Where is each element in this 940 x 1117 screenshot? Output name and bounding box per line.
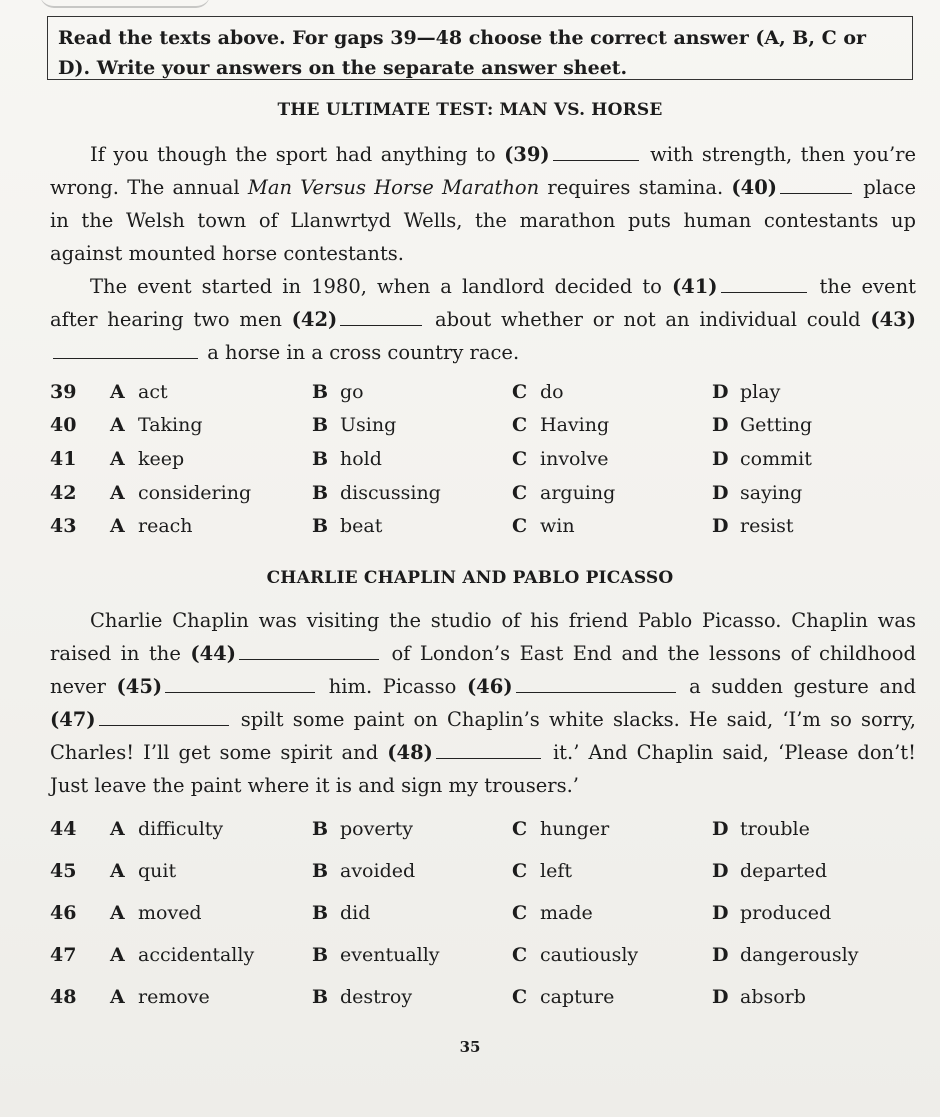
option-row	[50, 818, 920, 846]
option-b-text[interactable]: go	[340, 381, 364, 403]
text1-title: THE ULTIMATE TEST: MAN VS. HORSE	[277, 100, 663, 120]
option-d-text[interactable]: trouble	[740, 818, 810, 840]
gap-40[interactable]	[780, 175, 852, 194]
option-letter: A	[110, 482, 125, 504]
gap-48[interactable]	[436, 740, 541, 759]
option-letter: C	[512, 986, 528, 1008]
option-letter: C	[512, 515, 528, 537]
option-c-text[interactable]: involve	[540, 448, 609, 470]
option-c-text[interactable]: win	[540, 515, 575, 537]
option-c-text[interactable]: arguing	[540, 482, 616, 504]
option-b-text[interactable]: destroy	[340, 986, 413, 1008]
text2-title: CHARLIE CHAPLIN AND PABLO PICASSO	[266, 568, 674, 588]
option-letter: B	[312, 482, 329, 504]
gap-41[interactable]	[721, 274, 807, 293]
gap-39[interactable]	[553, 142, 639, 161]
instruction-text: Read the texts above. For gaps 39—48 choose the correct answer (A, B, C or D). Write your answers on the separate answer sheet.	[58, 27, 867, 79]
gap-42[interactable]	[340, 307, 422, 326]
question-number: 41	[50, 448, 77, 470]
option-b-text[interactable]: beat	[340, 515, 383, 537]
option-letter: A	[110, 381, 125, 403]
option-row	[50, 986, 920, 1014]
text-run: requires stamina.	[539, 176, 732, 199]
gap-number-46: (46)	[466, 675, 513, 698]
option-d-text[interactable]: dangerously	[740, 944, 859, 966]
gap-44[interactable]	[239, 641, 379, 660]
option-c-text[interactable]: left	[540, 860, 572, 882]
option-b-text[interactable]: Using	[340, 414, 397, 436]
text-run: If you though	[90, 143, 227, 166]
option-letter: B	[312, 515, 329, 537]
option-letter: C	[512, 944, 528, 966]
option-letter: C	[512, 818, 528, 840]
option-row	[50, 515, 920, 543]
question-number: 46	[50, 902, 77, 924]
text-run: it.’ And Chaplin said, ‘Please don’t! Just leave the paint where it is and sign my trousers.’	[50, 741, 916, 797]
option-d-text[interactable]: produced	[740, 902, 832, 924]
option-letter: D	[712, 944, 729, 966]
text-run: The event started in 1980, when a landlord decided to	[90, 275, 672, 298]
page-number: 35	[459, 1038, 481, 1056]
gap-number-41: (41)	[671, 275, 718, 298]
question-number: 40	[50, 414, 77, 436]
option-letter: B	[312, 902, 329, 924]
option-letter: B	[312, 860, 329, 882]
gap-number-39: (39)	[504, 143, 550, 166]
option-b-text[interactable]: poverty	[340, 818, 414, 840]
option-a-text[interactable]: keep	[138, 448, 185, 470]
option-letter: D	[712, 902, 729, 924]
question-number: 45	[50, 860, 77, 882]
option-letter: D	[712, 818, 729, 840]
option-row	[50, 414, 920, 442]
option-row	[50, 944, 920, 972]
option-letter: D	[712, 448, 729, 470]
text-run: of London’s East End and the lessons of childhood never	[50, 642, 917, 698]
text-run: him. Picasso	[318, 675, 467, 698]
option-d-text[interactable]: resist	[740, 515, 794, 537]
option-row	[50, 860, 920, 888]
text-run: the sport had anything to	[226, 143, 505, 166]
option-a-text[interactable]: reach	[138, 515, 193, 537]
option-d-text[interactable]: departed	[740, 860, 828, 882]
gap-number-47: (47)	[50, 708, 96, 731]
option-letter: B	[312, 818, 329, 840]
option-letter: B	[312, 448, 329, 470]
question-number: 48	[50, 986, 77, 1008]
gap-number-45: (45)	[116, 675, 163, 698]
option-row	[50, 902, 920, 930]
gap-43[interactable]	[53, 340, 198, 359]
option-letter: A	[110, 818, 125, 840]
instruction-box	[47, 16, 913, 80]
option-letter: B	[312, 944, 329, 966]
option-c-text[interactable]: Having	[540, 414, 610, 436]
option-letter: C	[512, 381, 528, 403]
option-letter: C	[512, 448, 528, 470]
option-d-text[interactable]: commit	[740, 448, 812, 470]
option-c-text[interactable]: made	[540, 902, 593, 924]
question-number: 43	[50, 515, 77, 537]
option-letter: D	[712, 414, 729, 436]
page-edge-mark	[40, 0, 210, 8]
option-a-text[interactable]: moved	[138, 902, 202, 924]
text1-paragraph-1	[50, 138, 916, 270]
option-letter: B	[312, 414, 329, 436]
text2-body	[50, 604, 916, 802]
gap-number-42: (42)	[291, 308, 338, 331]
option-letter: A	[110, 902, 125, 924]
option-a-text[interactable]: remove	[138, 986, 210, 1008]
text-run: Charlie Chaplin was visiting the studio of his friend Pablo Picasso. Chaplin was raised in the	[50, 609, 916, 665]
option-b-text[interactable]: hold	[340, 448, 382, 470]
option-letter: B	[312, 381, 329, 403]
option-letter: D	[712, 381, 729, 403]
text-run: about whether or not an individual could	[425, 308, 871, 331]
option-letter: D	[712, 515, 729, 537]
option-a-text[interactable]: accidentally	[138, 944, 255, 966]
option-letter: C	[512, 482, 528, 504]
text1-paragraph-2	[50, 270, 916, 369]
option-letter: A	[110, 515, 125, 537]
option-letter: A	[110, 414, 125, 436]
option-a-text[interactable]: Taking	[138, 414, 203, 436]
option-letter: A	[110, 860, 125, 882]
option-letter: C	[512, 860, 528, 882]
option-letter: A	[110, 986, 125, 1008]
text2-paragraph-1	[50, 604, 916, 802]
option-a-text[interactable]: quit	[138, 860, 177, 882]
question-number: 42	[50, 482, 77, 504]
option-a-text[interactable]: considering	[138, 482, 252, 504]
option-letter: A	[110, 448, 125, 470]
option-d-text[interactable]: saying	[740, 482, 803, 504]
option-c-text[interactable]: capture	[540, 986, 615, 1008]
option-letter: A	[110, 944, 125, 966]
gap-46[interactable]	[516, 674, 676, 693]
option-b-text[interactable]: eventually	[340, 944, 440, 966]
text-run: a sudden gesture and	[678, 675, 916, 698]
option-row	[50, 448, 920, 476]
option-a-text[interactable]: difficulty	[138, 818, 224, 840]
option-c-text[interactable]: hunger	[540, 818, 610, 840]
option-letter: D	[712, 860, 729, 882]
question-number: 47	[50, 944, 77, 966]
option-b-text[interactable]: did	[340, 902, 371, 924]
option-letter: B	[312, 986, 329, 1008]
option-c-text[interactable]: cautiously	[540, 944, 639, 966]
gap-number-40: (40)	[731, 176, 777, 199]
text-run: the event after hearing two men	[50, 275, 916, 331]
gap-number-43: (43)	[870, 308, 916, 331]
gap-number-48: (48)	[387, 741, 433, 764]
text-run: place in the Welsh town of Llanwrtyd Wells, the marathon puts human contestants up against mounted horse contestants.	[50, 176, 917, 265]
italic-title: Man Versus Horse Marathon	[247, 176, 540, 199]
gap-47[interactable]	[99, 707, 229, 726]
text-run: a horse in a cross country race.	[201, 341, 520, 364]
option-d-text[interactable]: absorb	[740, 986, 806, 1008]
option-letter: C	[512, 414, 528, 436]
option-b-text[interactable]: discussing	[340, 482, 441, 504]
text-run: with strength, then you’re wrong. The annual	[50, 143, 917, 199]
option-letter: D	[712, 482, 729, 504]
gap-45[interactable]	[165, 674, 315, 693]
option-row	[50, 482, 920, 510]
gap-number-44: (44)	[190, 642, 236, 665]
text-run: spilt some paint on Chaplin’s white slacks. He said, ‘I’m so sorry, Charles! I’ll get some spirit and	[50, 708, 916, 764]
option-d-text[interactable]: play	[740, 381, 781, 403]
question-number: 39	[50, 381, 77, 403]
option-row	[50, 381, 920, 409]
option-d-text[interactable]: Getting	[740, 414, 813, 436]
option-letter: C	[512, 902, 528, 924]
option-letter: D	[712, 986, 729, 1008]
option-a-text[interactable]: act	[138, 381, 168, 403]
option-b-text[interactable]: avoided	[340, 860, 416, 882]
option-c-text[interactable]: do	[540, 381, 564, 403]
question-number: 44	[50, 818, 77, 840]
text1-body	[50, 138, 916, 369]
